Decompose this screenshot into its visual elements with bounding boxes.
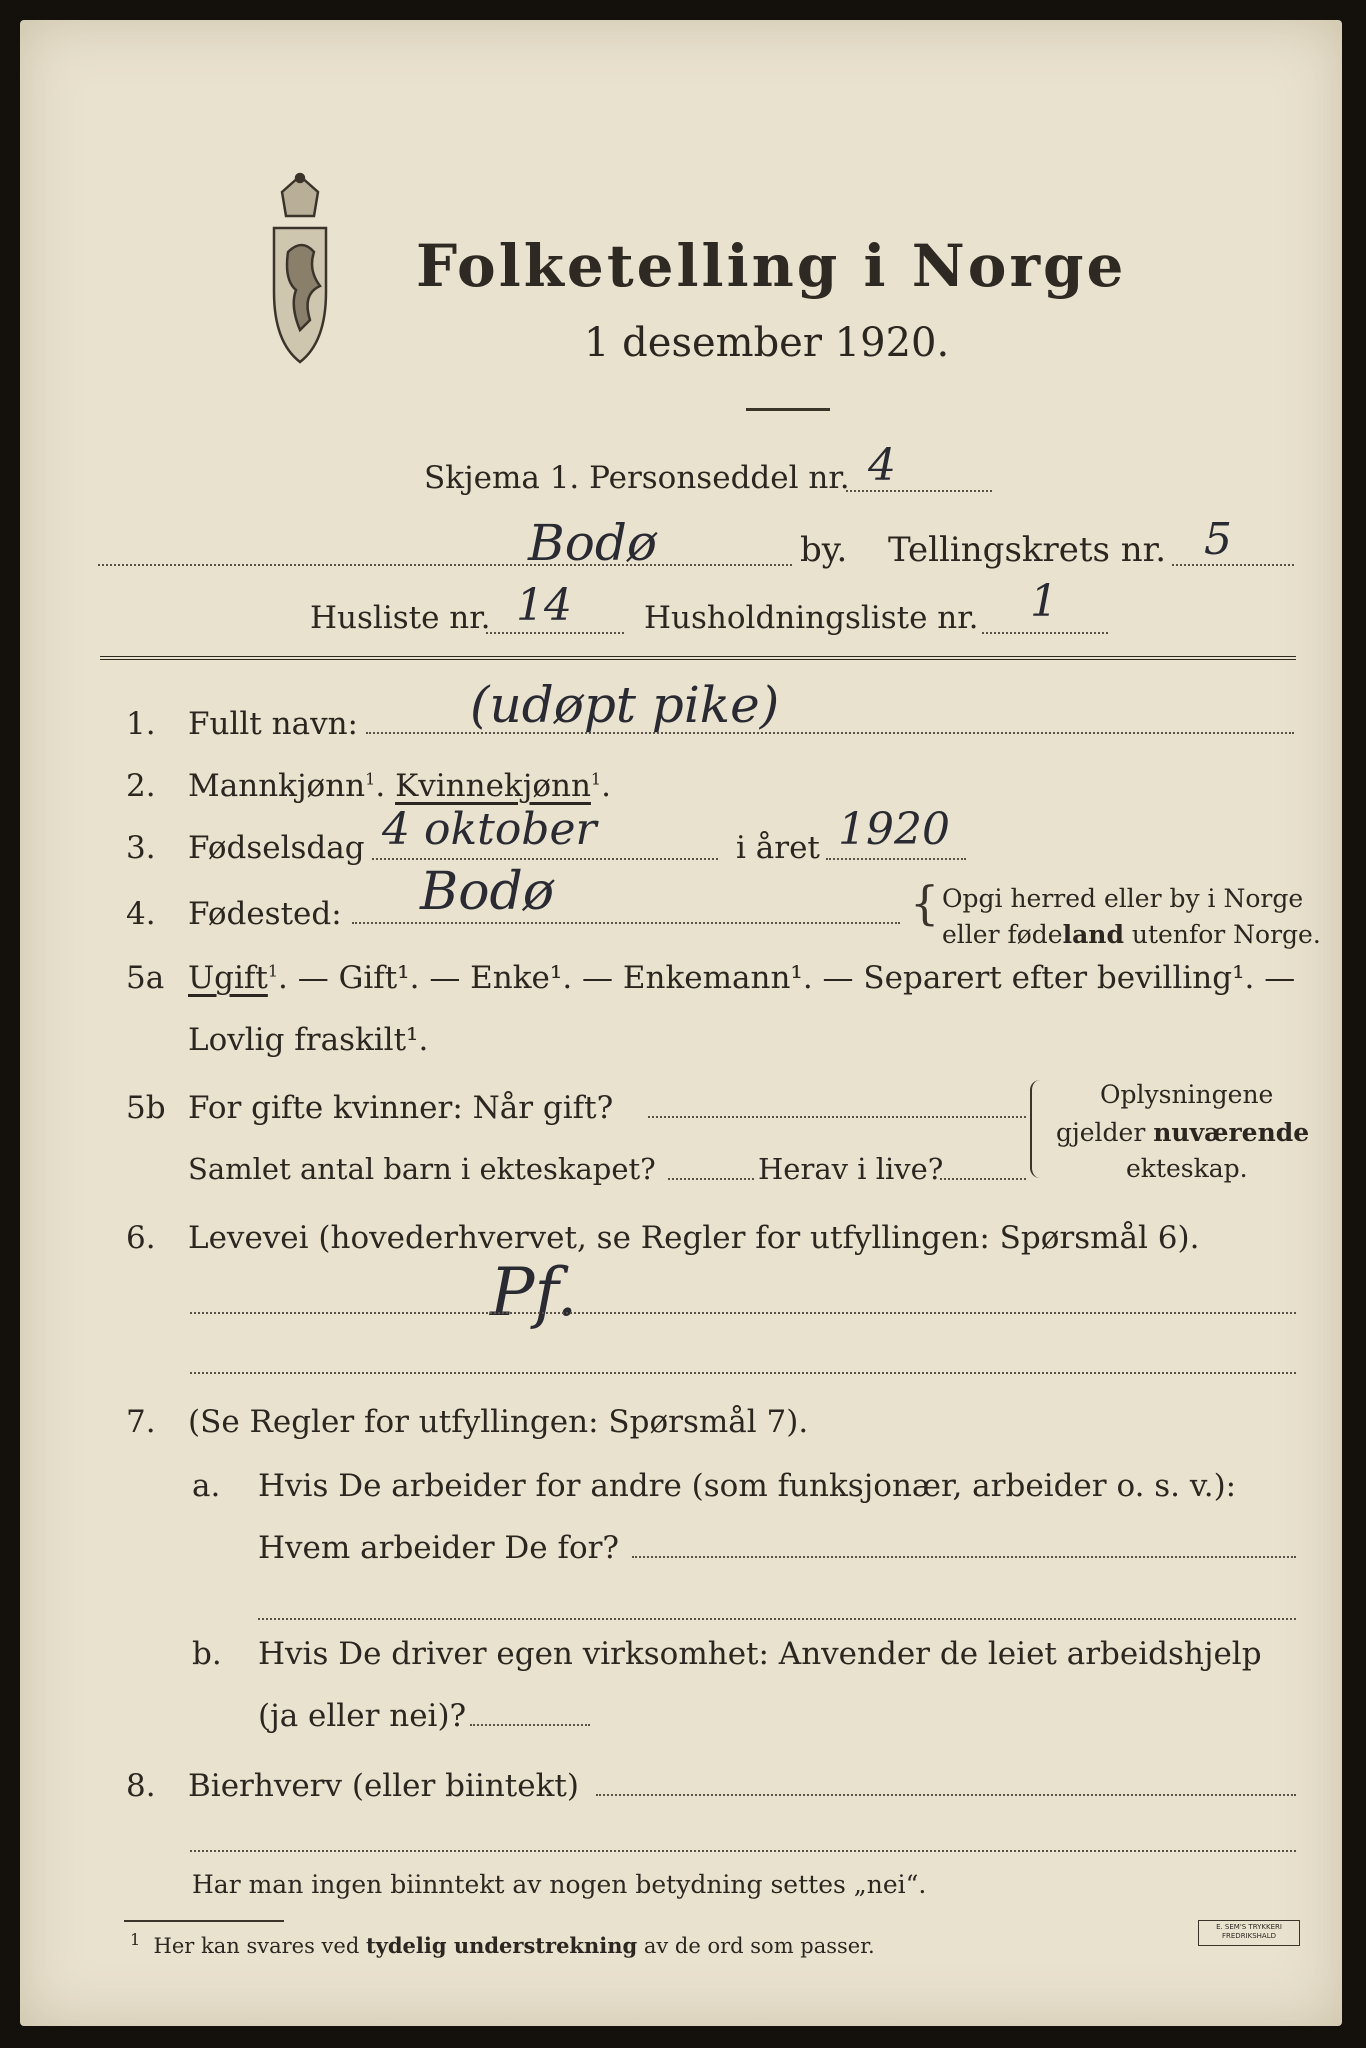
q4-note-line2: eller fødeland utenfor Norge.: [942, 920, 1321, 949]
census-date: 1 desember 1920.: [584, 320, 950, 366]
q7a-text: Hvis De arbeider for andre (som funksjonær, arbeider o. s. v.):: [258, 1468, 1237, 1504]
personseddel-label: Skjema 1. Personseddel nr.: [424, 460, 850, 496]
gender-options: Mannkjønn$^1$. Kvinnekjønn$^1$.: [188, 768, 611, 804]
husliste-value: 14: [516, 580, 572, 631]
krets-field[interactable]: [1172, 564, 1294, 566]
q2-number: 2.: [126, 768, 156, 804]
children-total-label: Samlet antal barn i ekteskapet?: [188, 1152, 656, 1186]
q3-label: Fødselsdag: [188, 830, 365, 866]
husholdning-field[interactable]: [982, 632, 1108, 634]
footnote: $^1$ Her kan svares ved tydelig understrekning av de ord som passer.: [130, 1930, 875, 1958]
occupation-field-1[interactable]: [190, 1312, 1296, 1314]
title-divider: [746, 408, 830, 411]
krets-label: Tellingskrets nr.: [888, 530, 1167, 570]
q4-note-brace: {: [910, 876, 940, 930]
census-form: [20, 20, 1342, 2026]
q3-number: 3.: [126, 830, 156, 866]
form-title: Folketelling i Norge: [416, 232, 1127, 300]
q1-number: 1.: [126, 706, 156, 742]
hired-help-field[interactable]: [470, 1724, 590, 1726]
q7a-text2: Hvem arbeider De for?: [258, 1530, 620, 1566]
q8-label: Bierhverv (eller biintekt): [188, 1768, 579, 1804]
occupation-value: Pf.: [490, 1254, 578, 1331]
q7b-text: Hvis De driver egen virksomhet: Anvender de leiet arbeidshjelp: [258, 1636, 1262, 1672]
q6-label: Levevei (hovederhvervet, se Regler for utfyllingen: Spørsmål 6).: [188, 1220, 1200, 1256]
coat-of-arms-icon: [252, 172, 348, 372]
q4-label: Fødested:: [188, 896, 342, 932]
divorced-option[interactable]: Lovlig fraskilt¹.: [188, 1022, 429, 1058]
q5a-number: 5a: [126, 960, 165, 996]
unmarried-option[interactable]: Ugift: [188, 960, 268, 996]
personseddel-value: 4: [868, 440, 896, 491]
employer-field-1[interactable]: [632, 1556, 1296, 1558]
q5b-number: 5b: [126, 1090, 166, 1126]
side-income-field-1[interactable]: [596, 1794, 1296, 1796]
q4-note-line1: Opgi herred eller by i Norge: [942, 884, 1304, 913]
q6-number: 6.: [126, 1220, 156, 1256]
male-option[interactable]: Mannkjønn: [188, 768, 366, 804]
printer-stamp: [1198, 1920, 1300, 1946]
town-suffix: by.: [800, 530, 848, 570]
year-label: i året: [736, 830, 820, 866]
no-income-note: Har man ingen biinntekt av nogen betydning settes „nei“.: [192, 1870, 927, 1899]
occupation-field-2[interactable]: [190, 1372, 1296, 1374]
children-total-field[interactable]: [668, 1178, 754, 1180]
female-option[interactable]: Kvinnekjønn: [395, 768, 591, 804]
husholdning-value: 1: [1030, 576, 1058, 627]
q7b-letter: b.: [192, 1636, 222, 1672]
q5b-note-brace: [1030, 1080, 1042, 1178]
printer-stamp-line1: E. SEM'S TRYKKERI: [1216, 1923, 1282, 1931]
birthplace-value: Bodø: [420, 862, 555, 922]
marital-status-options: Ugift$^1$. — Gift¹. — Enke¹. — Enkemann¹. — Separert efter bevilling¹. —: [188, 960, 1296, 996]
krets-value: 5: [1204, 514, 1232, 565]
birth-year-field[interactable]: [826, 858, 966, 860]
town-value: Bodø: [528, 514, 657, 572]
birth-year-value: 1920: [838, 804, 950, 855]
q7b-text2: (ja eller nei)?: [258, 1698, 467, 1734]
q7a-letter: a.: [192, 1468, 221, 1504]
birthday-value: 4 oktober: [382, 804, 597, 855]
q7-number: 7.: [126, 1404, 156, 1440]
married-when-label: For gifte kvinner: Når gift?: [188, 1090, 614, 1126]
q5b-note-line2: gjelder nuværende: [1056, 1118, 1310, 1147]
q5b-note-line3: ekteskap.: [1126, 1154, 1248, 1183]
husliste-field[interactable]: [486, 632, 624, 634]
q4-number: 4.: [126, 896, 156, 932]
birthday-field[interactable]: [372, 858, 718, 860]
full-name-value: (udøpt pike): [470, 676, 780, 734]
q1-label: Fullt navn:: [188, 706, 358, 742]
employer-field-2[interactable]: [258, 1618, 1296, 1620]
footnote-rule: [124, 1920, 284, 1922]
q8-number: 8.: [126, 1768, 156, 1804]
printer-stamp-line2: FREDRIKSHALD: [1221, 1932, 1276, 1940]
children-alive-field[interactable]: [940, 1178, 1026, 1180]
side-income-field-2[interactable]: [190, 1850, 1296, 1852]
town-field[interactable]: [98, 564, 792, 566]
birthplace-field[interactable]: [352, 922, 900, 924]
children-alive-label: Herav i live?: [758, 1152, 944, 1186]
q7-label: (Se Regler for utfyllingen: Spørsmål 7).: [188, 1404, 809, 1440]
married-when-field[interactable]: [648, 1116, 1026, 1118]
q5b-note-line1: Oplysningene: [1100, 1080, 1274, 1109]
husliste-label: Husliste nr.: [310, 600, 491, 636]
husholdning-label: Husholdningsliste nr.: [644, 600, 979, 636]
header-rule: [100, 656, 1296, 660]
